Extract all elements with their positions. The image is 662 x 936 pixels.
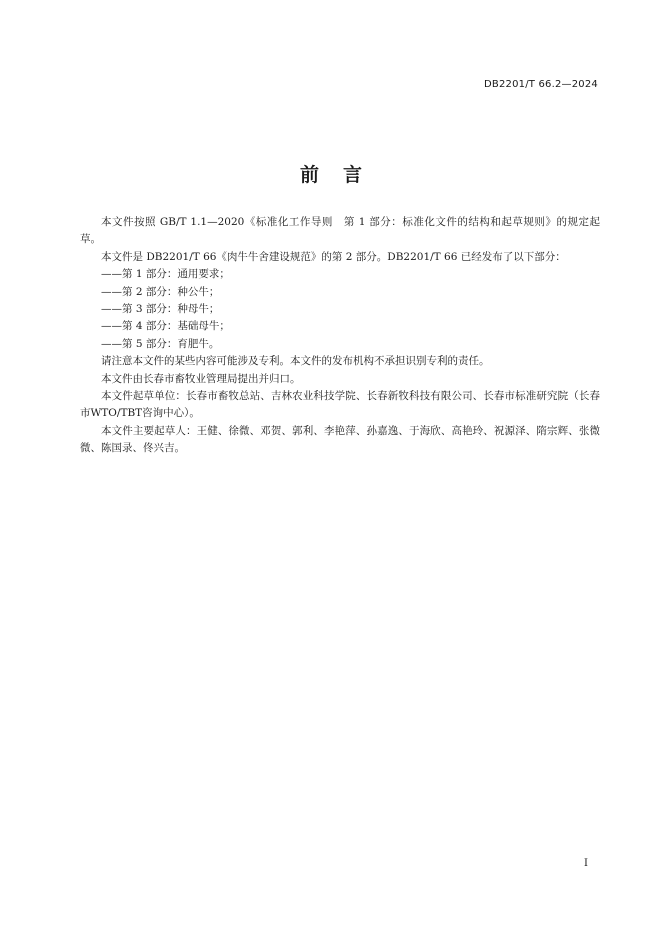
list-item-part-1: ——第 1 部分：通用要求； (101, 268, 230, 281)
foreword-body (80, 214, 600, 458)
list-item-part-3: ——第 3 部分：种母牛； (101, 303, 220, 316)
page-number: I (584, 858, 588, 869)
page-title: 前言 (299, 164, 386, 186)
list-item-part-5: ——第 5 部分：育肥牛。 (101, 337, 220, 350)
paragraph-patent-notice: 请注意本文件的某些内容可能涉及专利。本文件的发布机构不承担识别专利的责任。 (101, 355, 490, 368)
paragraph-drafting-units: 本文件起草单位：长春市畜牧总站、吉林农业科技学院、长春新牧科技有限公司、长春市标准研究院（长春市WTO/TBT咨询中心）。 (80, 390, 600, 420)
list-item-part-2: ——第 2 部分：种公牛； (101, 285, 220, 298)
document-code: DB2201/T 66.2—2024 (484, 79, 598, 90)
list-item-part-4: ——第 4 部分：基础母牛； (101, 320, 230, 333)
paragraph-proposer: 本文件由长春市畜牧业管理局提出并归口。 (101, 372, 301, 385)
paragraph-part-info: 本文件是 DB2201/T 66《肉牛牛舍建设规范》的第 2 部分。DB2201/T 66 已经发布了以下部分： (101, 250, 566, 263)
paragraph-drafters: 本文件主要起草人：王健、徐微、邓贺、郭利、李艳萍、孙嘉逸、于海欣、高艳玲、祝源泽、隋宗辉、张微微、陈国录、佟兴吉。 (80, 424, 600, 455)
paragraph-drafting-rules: 本文件按照 GB/T 1.1—2020《标准化工作导则 第 1 部分：标准化文件的结构和起草规则》的规定起草。 (80, 216, 600, 246)
